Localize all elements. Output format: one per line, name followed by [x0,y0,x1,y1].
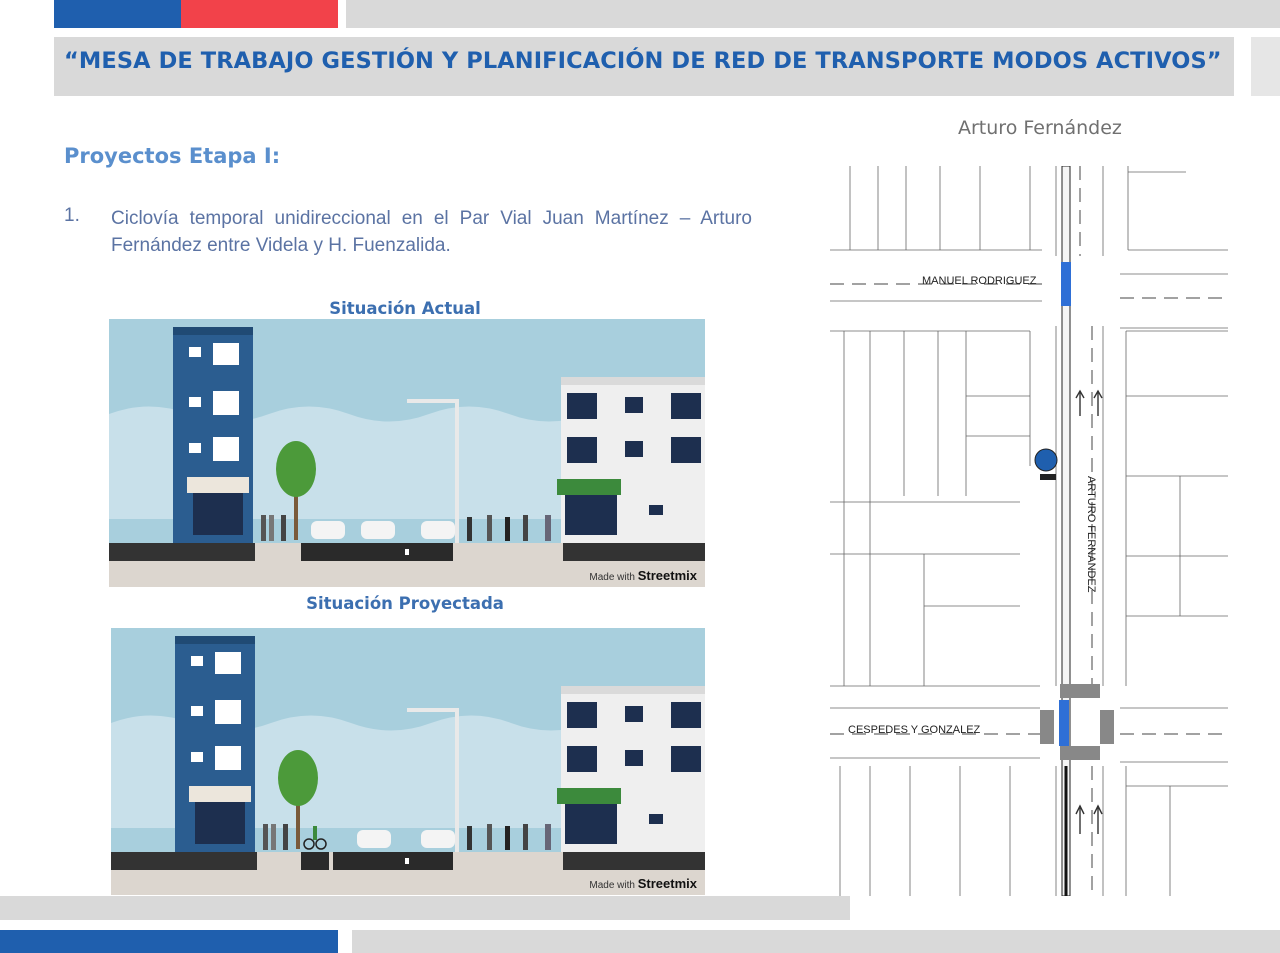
streetmix-credit-current [589,568,697,583]
made-with-label: Made with [589,572,635,583]
street-plan-map [830,166,1228,896]
caption-current: Situación Actual [329,299,481,318]
street-plan-drawing [830,166,1228,896]
street-name-vertical: ARTURO FERNANDEZ [1085,476,1097,593]
street-section-projected-illustration [111,628,705,895]
section-title: Proyectos Etapa I: [64,144,281,168]
streetmix-credit-projected [589,876,697,891]
top-blue-bar [54,0,181,28]
street-section-current-illustration [109,319,705,587]
bottom-gray-strip [0,896,850,920]
bottom-blue-bar [0,930,338,953]
page-title: “MESA DE TRABAJO GESTIÓN Y PLANIFICACIÓN DE RED DE TRANSPORTE MODOS ACTIVOS” [64,48,1222,74]
bottom-right-gray-bar [352,930,1280,953]
caption-projected: Situación Proyectada [306,594,504,613]
streetmix-brand: Streetmix [637,568,697,583]
streetmix-brand: Streetmix [637,876,697,891]
street-name-bottom: CESPEDES Y GONZALEZ [848,724,981,736]
map-title: Arturo Fernández [958,117,1122,139]
street-section-current [109,319,705,587]
right-side-bar [1251,37,1280,96]
street-name-top: MANUEL RODRIGUEZ [922,275,1037,287]
street-section-projected [111,628,705,895]
made-with-label: Made with [589,880,635,891]
top-red-bar [181,0,338,28]
top-gray-bar [346,0,1280,28]
list-item-number: 1. [64,205,80,226]
list-item-text: Ciclovía temporal unidireccional en el Par Vial Juan Martínez – Arturo Fernández entre Videla y H. Fuenzalida. [111,208,752,256]
